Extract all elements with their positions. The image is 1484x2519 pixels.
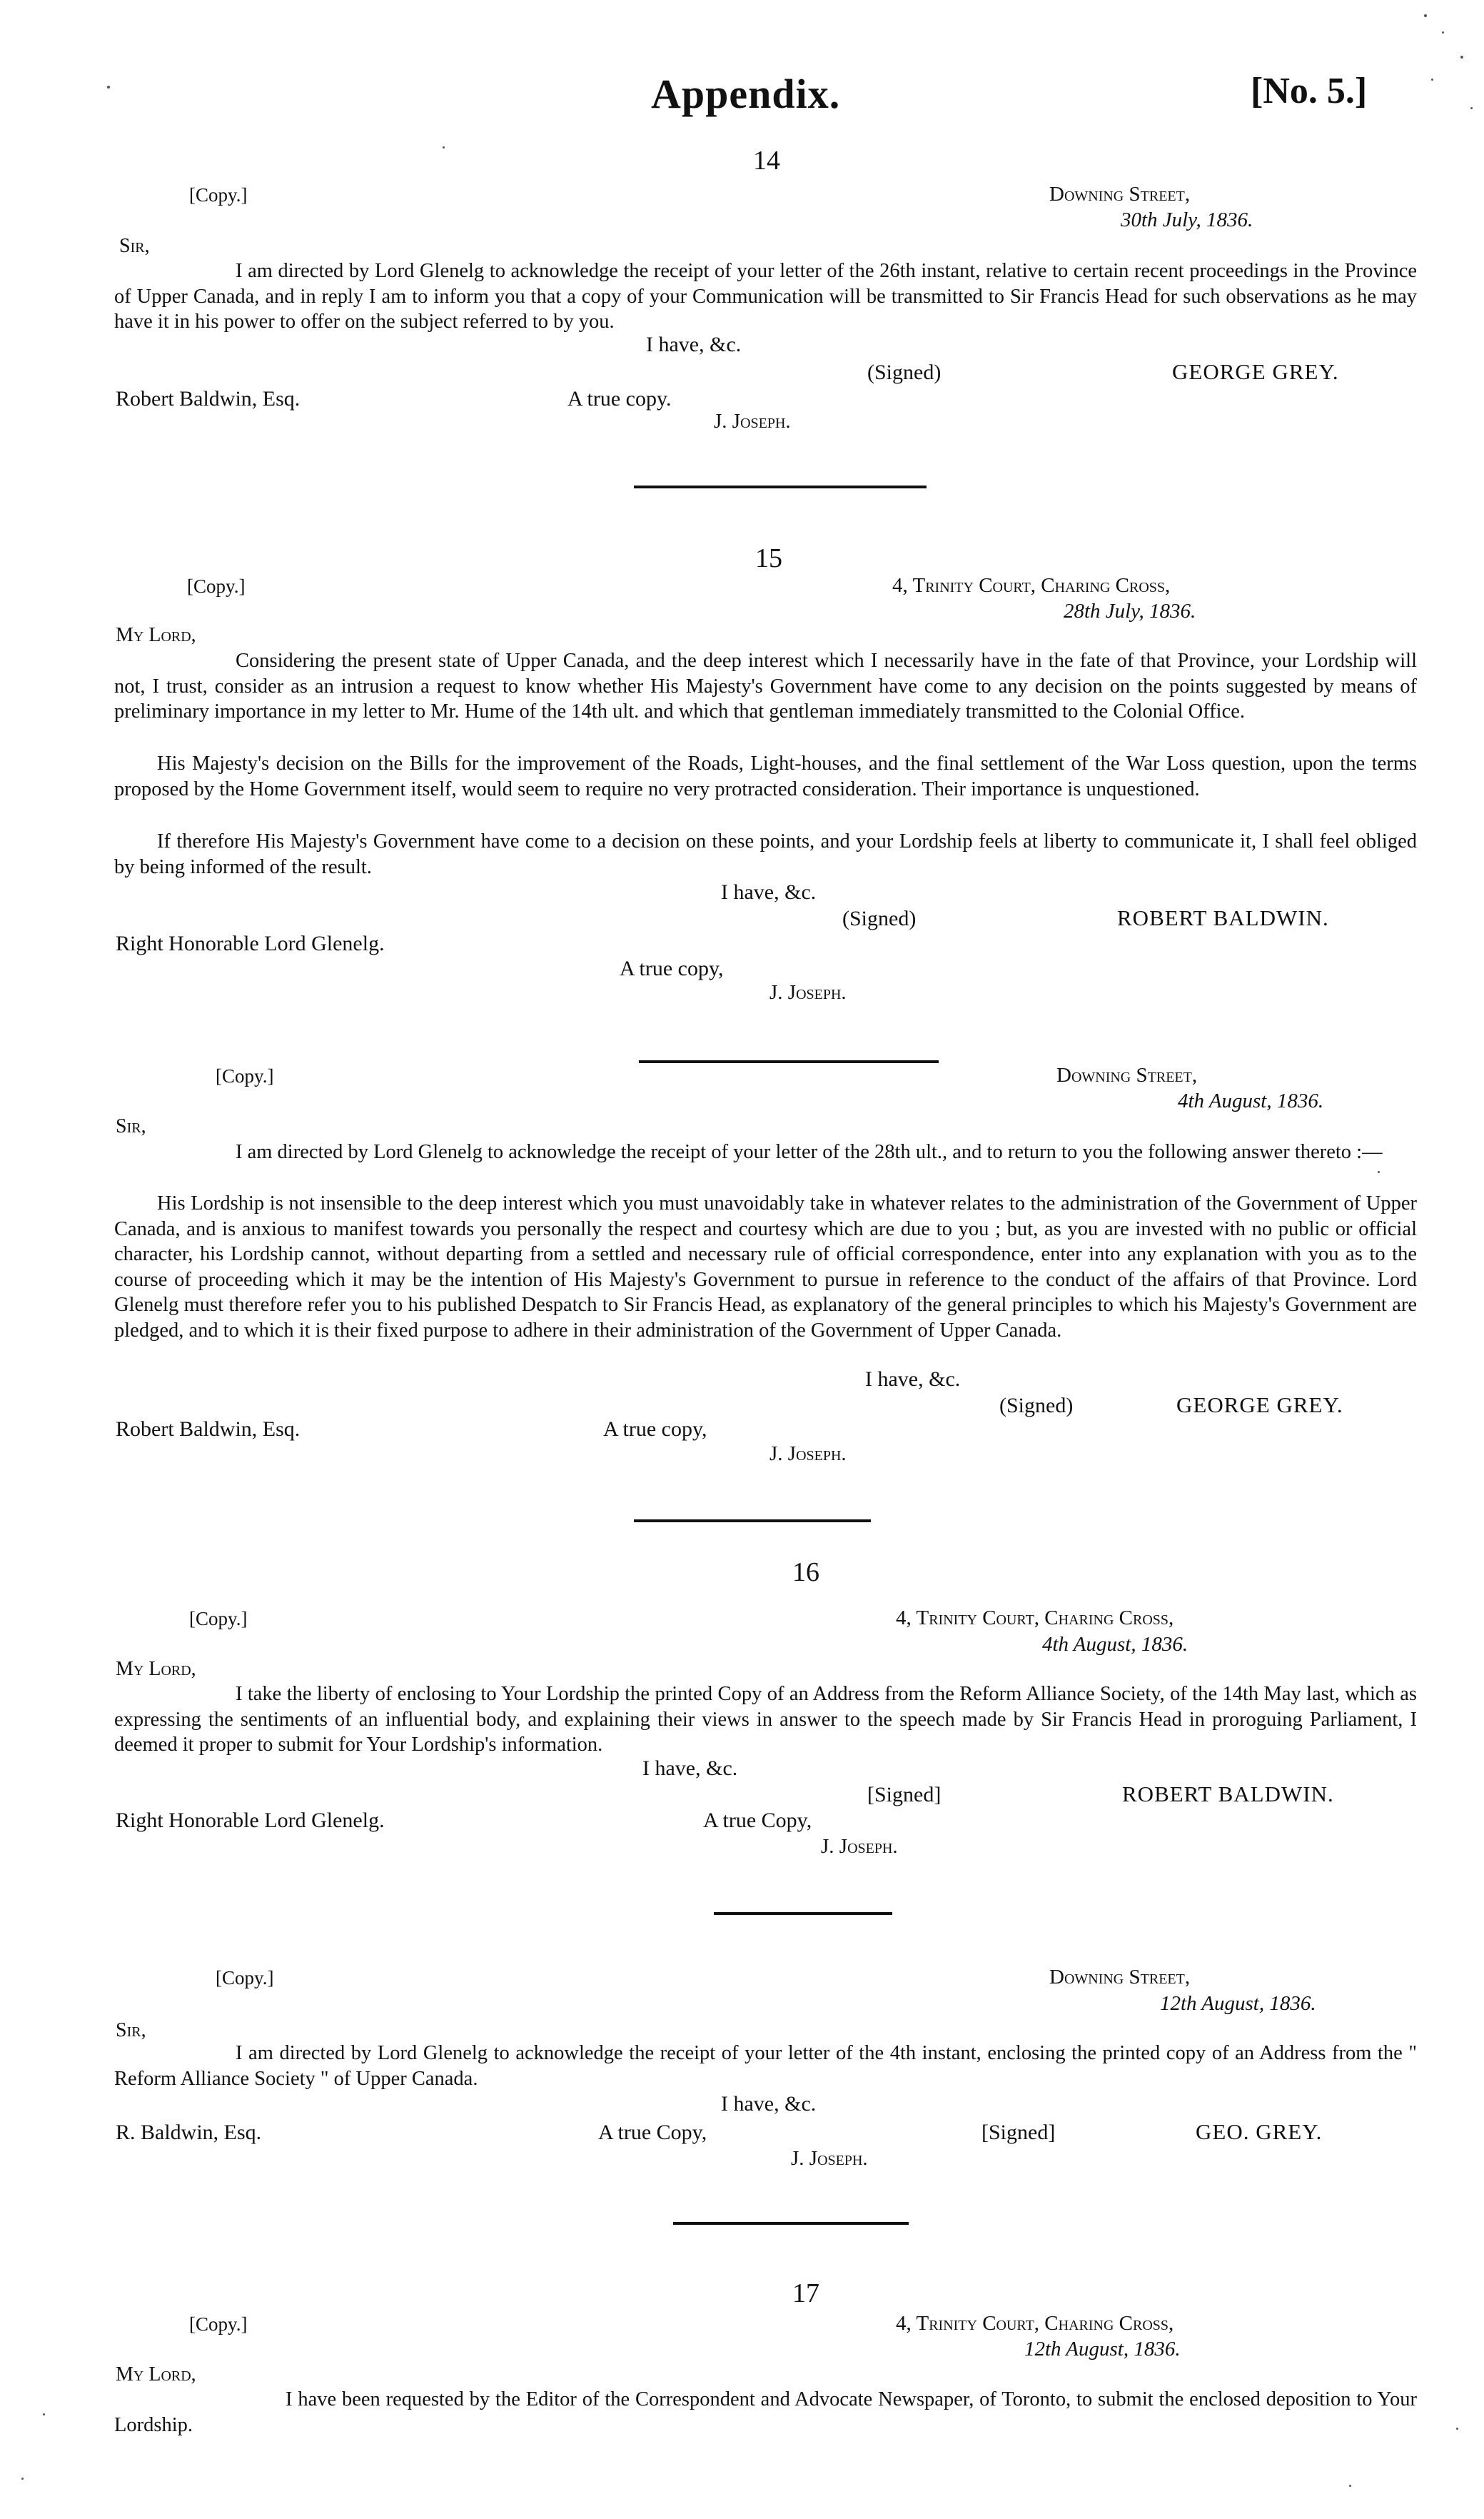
attestation: J. Joseph. (769, 1442, 847, 1465)
letter-date: 28th July, 1836. (1064, 600, 1196, 623)
letter-paragraph: I am directed by Lord Glenelg to acknowledge the receipt of your letter of the 28th ult., and to return to you the following answer thereto :— (236, 1141, 1383, 1163)
letter-date: 12th August, 1836. (1160, 1992, 1316, 2015)
salutation: Sir, (116, 2019, 146, 2041)
section-divider (673, 2222, 909, 2225)
salutation: My Lord, (116, 2363, 196, 2385)
letter-address: Downing Street, (1049, 1966, 1191, 1988)
attestation: J. Joseph. (714, 410, 791, 433)
attestation: J. Joseph. (769, 981, 847, 1004)
section-divider (714, 1912, 892, 1915)
attestation: J. Joseph. (791, 2147, 868, 2170)
true-copy: A true Copy, (703, 1809, 812, 1832)
signed-label: [Signed] (867, 1783, 942, 1806)
page-title: Appendix. (651, 71, 841, 117)
addressee: Robert Baldwin, Esq. (116, 387, 301, 411)
copy-label: [Copy.] (189, 2313, 248, 2335)
letter-address: 4, Trinity Court, Charing Cross, (896, 1607, 1174, 1629)
letter-number: 16 (792, 1557, 819, 1587)
letter-date: 4th August, 1836. (1178, 1090, 1324, 1112)
salutation: Sir, (119, 235, 150, 257)
letter-date: 12th August, 1836. (1024, 2338, 1181, 2360)
copy-label: [Copy.] (216, 1967, 274, 1988)
copy-label: [Copy.] (189, 184, 248, 206)
signed-label: (Signed) (867, 361, 942, 384)
signer-name: GEORGE GREY. (1176, 1392, 1343, 1417)
signed-label: (Signed) (999, 1394, 1074, 1417)
signed-label: (Signed) (842, 907, 917, 930)
letter-paragraph: I take the liberty of enclosing to Your Lordship the printed Copy of an Address from the Reform Alliance Society, of the 14th May last, which as expressing the sentiments of an influential body, and explaining their views in answer to the speech made by Sir Francis Head in proroguing Parliament, I deemed it proper to submit for Your Lordship's information. (114, 1683, 1417, 1756)
appendix-number-tag: [No. 5.] (1251, 71, 1368, 111)
addressee: Right Honorable Lord Glenelg. (116, 1809, 385, 1832)
letter-paragraph: I am directed by Lord Glenelg to acknowledge the receipt of your letter of the 26th instant, relative to certain recent proceedings in the Province of Upper Canada, and in reply I am to inform you that a copy of your Communication will be transmitted to Sir Francis Head for such observations as he may have it in his power to offer on the subject referred to by you. (114, 260, 1417, 333)
letter-date: 4th August, 1836. (1042, 1633, 1188, 1656)
true-copy: A true copy, (603, 1417, 707, 1441)
letter-paragraph: His Majesty's decision on the Bills for the improvement of the Roads, Light-houses, and the final settlement of the War Loss question, upon the terms proposed by the Home Government itself, would seem to require no very protracted consideration. Their importance is unquestioned. (114, 753, 1417, 800)
copy-label: [Copy.] (189, 1608, 248, 1629)
copy-label: [Copy.] (187, 575, 246, 597)
letter-address: 4, Trinity Court, Charing Cross, (892, 574, 1171, 597)
closing: I have, &c. (646, 333, 742, 356)
letter-address: 4, Trinity Court, Charing Cross, (896, 2312, 1174, 2335)
true-copy: A true copy, (620, 957, 724, 980)
closing: I have, &c. (642, 1756, 738, 1780)
letter-paragraph: I have been requested by the Editor of the Correspondent and Advocate Newspaper, of Toronto, to submit the enclosed deposition to Your Lordship. (114, 2388, 1417, 2436)
letter-number: 17 (792, 2278, 819, 2308)
letter-paragraph: I am directed by Lord Glenelg to acknowledge the receipt of your letter of the 4th instant, enclosing the printed copy of an Address from the " Reform Alliance Society " of Upper Canada. (114, 2042, 1417, 2090)
letter-number: 14 (753, 146, 780, 176)
addressee: R. Baldwin, Esq. (116, 2121, 262, 2144)
signer-name: GEO. GREY. (1196, 2119, 1323, 2144)
signer-name: ROBERT BALDWIN. (1117, 905, 1329, 930)
addressee: Right Honorable Lord Glenelg. (116, 932, 385, 955)
letter-number: 15 (755, 543, 782, 573)
section-divider (634, 1519, 871, 1522)
letter-address: Downing Street, (1049, 183, 1191, 206)
section-divider (639, 1060, 939, 1063)
letter-paragraph: His Lordship is not insensible to the deep interest which you must unavoidably take in whatever relates to the administration of the Government of Upper Canada, and is anxious to manifest towards you personally the respect and courtesy which are due to you ; but, as you are invested with no public or official character, his Lordship cannot, without departing from a settled and necessary rule of official correspondence, enter into any explanation with you as to the course of proceeding which it may be the intention of His Majesty's Government to pursue in reference to the conduct of the affairs of that Province. Lord Glenelg must therefore refer you to his published Despatch to Sir Francis Head, as explanatory of the general principles to which his Majesty's Government are pledged, and to which it is their fixed purpose to adhere in their administration of the Government of Upper Canada. (114, 1192, 1417, 1342)
letter-paragraph: Considering the present state of Upper Canada, and the deep interest which I necessarily have in the fate of that Province, your Lordship will not, I trust, consider as an intrusion a request to know whether His Majesty's Government have come to any decision on the points suggested by means of preliminary importance in my letter to Mr. Hume of the 14th ult. and which that gentleman immediately transmitted to the Colonial Office. (114, 650, 1417, 723)
salutation: My Lord, (116, 1658, 196, 1680)
attestation: J. Joseph. (821, 1835, 898, 1858)
addressee: Robert Baldwin, Esq. (116, 1417, 301, 1441)
section-divider (634, 486, 927, 488)
salutation: My Lord, (116, 624, 196, 646)
true-copy: A true Copy, (598, 2121, 707, 2144)
closing: I have, &c. (721, 2092, 817, 2116)
true-copy: A true copy. (567, 387, 672, 411)
copy-label: [Copy.] (216, 1065, 274, 1087)
letter-date: 30th July, 1836. (1121, 208, 1253, 231)
letter-paragraph: If therefore His Majesty's Government have come to a decision on these points, and your Lordship feels at liberty to communicate it, I shall feel obliged by being informed of the result. (114, 830, 1417, 878)
signer-name: ROBERT BALDWIN. (1122, 1781, 1334, 1806)
letter-address: Downing Street, (1056, 1064, 1198, 1087)
closing: I have, &c. (721, 880, 817, 904)
salutation: Sir, (116, 1115, 146, 1137)
closing: I have, &c. (865, 1367, 961, 1391)
signed-label: [Signed] (981, 2121, 1056, 2144)
signer-name: GEORGE GREY. (1172, 359, 1339, 384)
